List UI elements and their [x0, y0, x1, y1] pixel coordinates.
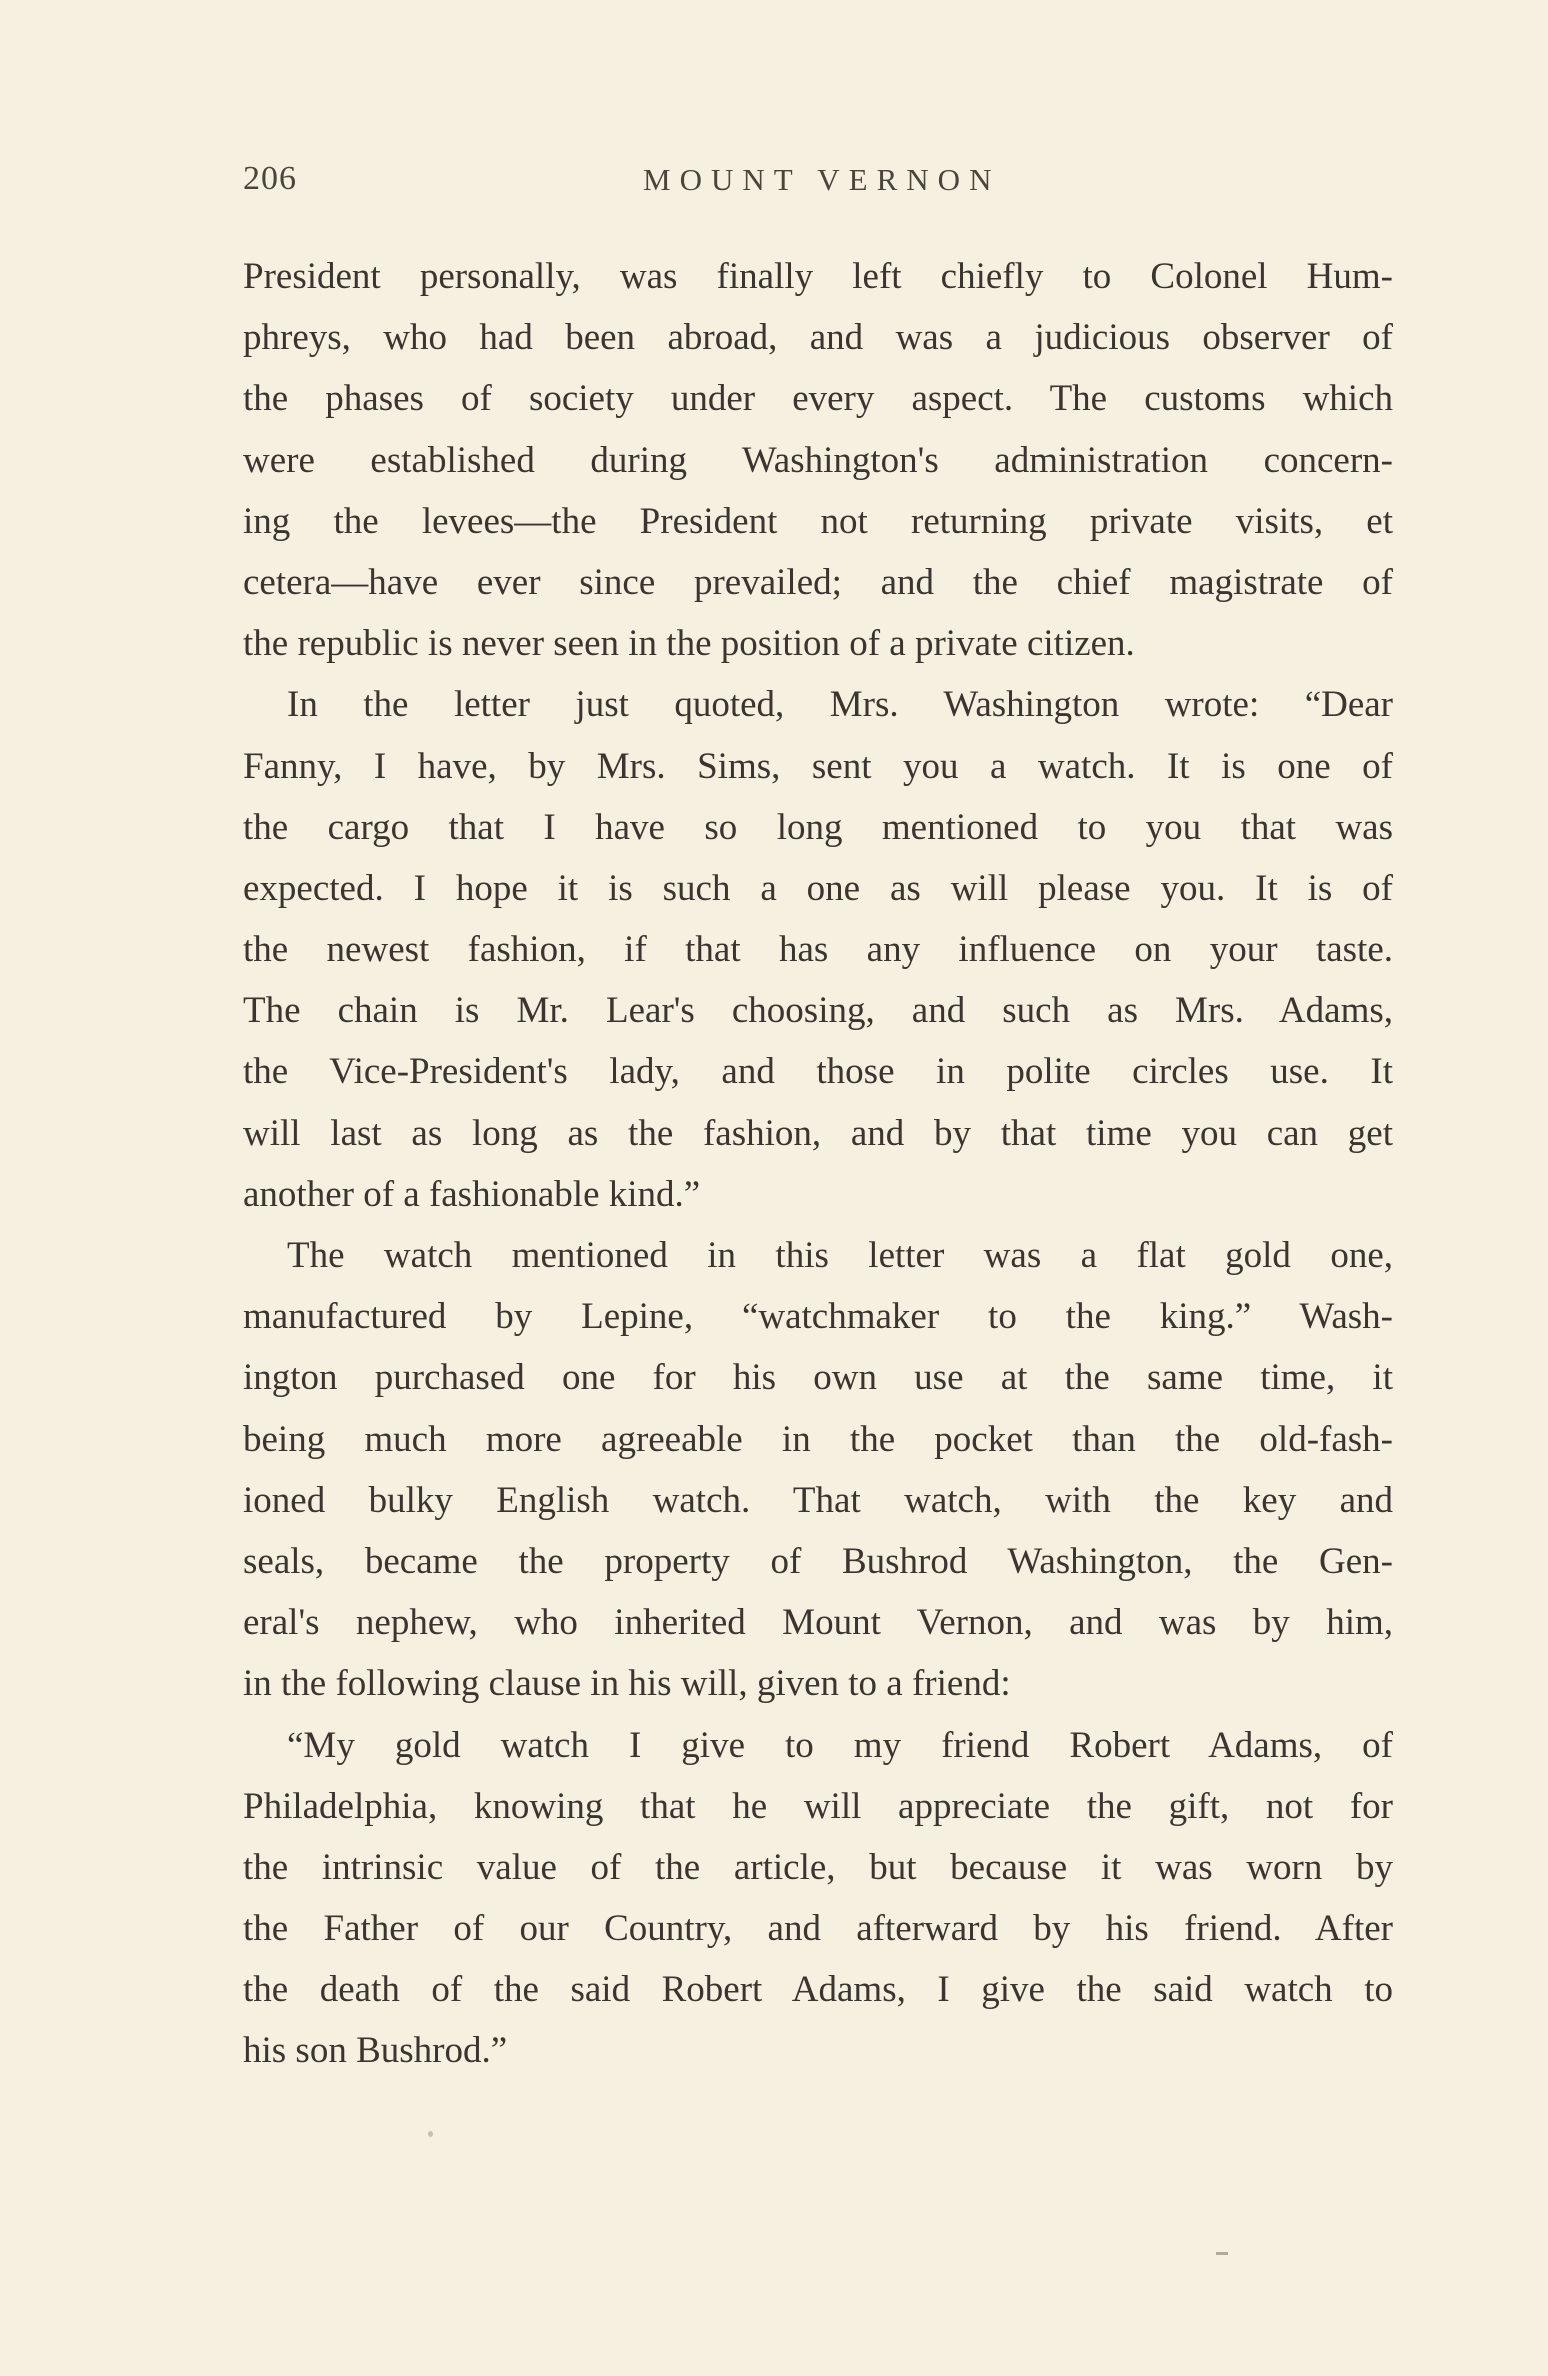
body-text — [243, 246, 1393, 2082]
text-line: ioned bulky English watch. That watch, with the key and — [243, 1479, 1393, 1521]
text-line: eral's nephew, who inherited Mount Vernon, and was by him, — [243, 1602, 1393, 1644]
text-line: in the following clause in his will, given to a friend: — [243, 1663, 1011, 1705]
text-line: phreys, who had been abroad, and was a judicious observer of — [243, 317, 1393, 359]
text-line: were established during Washington's administration concern- — [243, 439, 1393, 481]
page-header — [243, 160, 1393, 210]
text-line: being much more agreeable in the pocket than the old-fash- — [243, 1418, 1393, 1460]
text-line: seals, became the property of Bushrod Washington, the Gen- — [243, 1540, 1393, 1582]
text-line: ing the levees—the President not returning private visits, et — [243, 500, 1393, 542]
text-line: manufactured by Lepine, “watchmaker to the king.” Wash- — [243, 1296, 1393, 1338]
text-line: Philadelphia, knowing that he will appreciate the gift, not for — [243, 1785, 1393, 1827]
text-line: In the letter just quoted, Mrs. Washington wrote: “Dear — [287, 684, 1393, 726]
text-line: the newest fashion, if that has any influence on your taste. — [243, 929, 1393, 971]
ink-mark — [1216, 2252, 1228, 2255]
text-line: the intrinsic value of the article, but because it was worn by — [243, 1846, 1393, 1888]
page-number: 206 — [243, 160, 297, 197]
text-line: the cargo that I have so long mentioned to you that was — [243, 806, 1393, 848]
text-line: will last as long as the fashion, and by that time you can get — [243, 1112, 1393, 1154]
text-line: his son Bushrod.” — [243, 2030, 508, 2072]
text-line: ington purchased one for his own use at the same time, it — [243, 1357, 1393, 1399]
ink-speck — [428, 2131, 433, 2137]
text-line: another of a fashionable kind.” — [243, 1173, 701, 1215]
text-line: the Vice-President's lady, and those in polite circles use. It — [243, 1051, 1393, 1093]
text-line: President personally, was finally left chiefly to Colonel Hum- — [243, 256, 1393, 297]
text-line: cetera—have ever since prevailed; and the chief magistrate of — [243, 561, 1393, 603]
text-line: The chain is Mr. Lear's choosing, and such as Mrs. Adams, — [243, 990, 1393, 1032]
text-line: expected. I hope it is such a one as will please you. It is of — [243, 867, 1393, 909]
text-line: The watch mentioned in this letter was a flat gold one, — [287, 1235, 1393, 1276]
running-title: MOUNT VERNON — [643, 162, 1001, 197]
text-line: “My gold watch I give to my friend Robert Adams, of — [287, 1724, 1393, 1766]
text-line: Fanny, I have, by Mrs. Sims, sent you a watch. It is one of — [243, 745, 1393, 787]
text-line: the phases of society under every aspect. The customs which — [243, 378, 1393, 420]
text-line: the death of the said Robert Adams, I give the said watch to — [243, 1969, 1393, 2011]
text-line: the republic is never seen in the position of a private citizen. — [243, 623, 1135, 665]
text-line: the Father of our Country, and afterward by his friend. After — [243, 1908, 1393, 1950]
